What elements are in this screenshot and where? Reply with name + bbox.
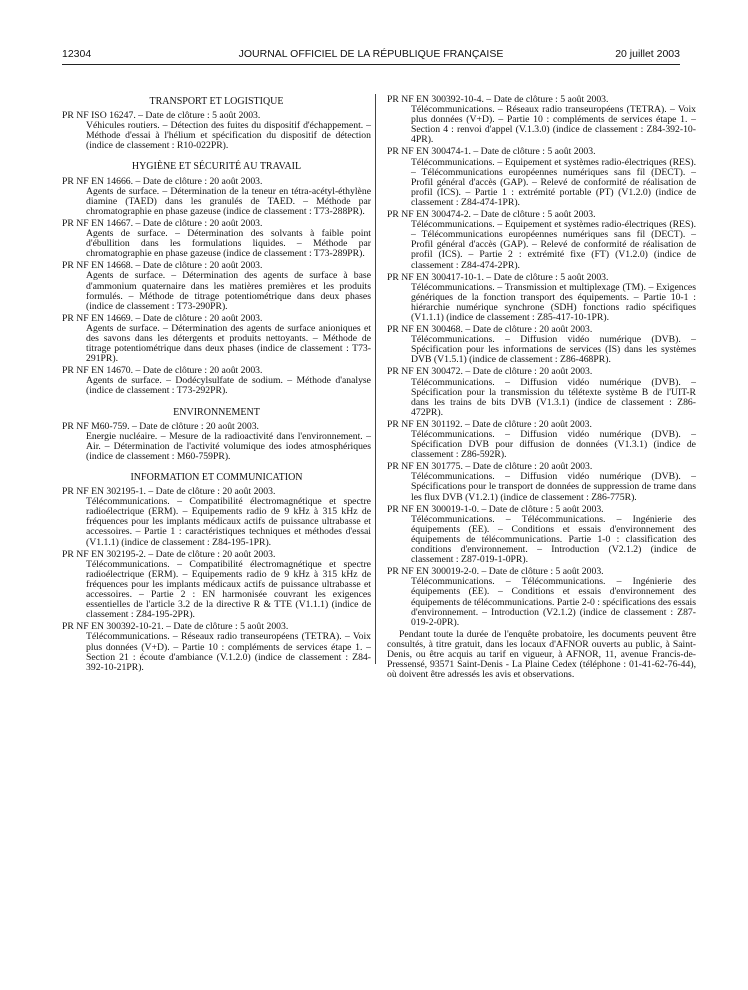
entry-reference: PR NF EN 301775. – Date de clôture : 20 août 2003. [387,461,593,473]
entry-description: Télécommunications. – Télécommunications. – Ingénierie des équipements (EE). – Conditions et essais d'environnement des équipements de télécommunications. Partie 1-0 : classification des conditions d'environnement. – Introduction (V2.1.2) (indice de classement : Z87-019-1-0PR). [411,513,696,566]
standard-entry [387,210,696,271]
entry-reference: PR NF EN 300019-2-0. – Date de clôture : 5 août 2003. [387,566,604,578]
entry-description: Télécommunications. – Equipement et systèmes radio-électriques (RES). – Télécommunications européennes numériques sans fil (DECT). – Profil général d'accès (GAP). – Relevé de conformité de réalisation de profil (ICS). – Partie 1 : extrémité portable (PT) (V1.2.0) (indice de classement : Z84-474-1PR). [411,156,696,208]
entry-reference: PR NF EN 301192. – Date de clôture : 20 août 2003. [387,418,592,430]
standard-entry [62,219,371,259]
page-number: 12304 [62,48,92,60]
standard-entry [62,314,371,364]
entry-description: Télécommunications. – Diffusion vidéo numérique (DVB). – Spécification pour la transmission du télétexte système B de l'UIT-R dans les trains de bits DVB (V1.3.1) (indice de classement : Z86-472PR). [411,376,696,418]
entry-description: Télécommunications. – Transmission et multiplexage (TM). – Exigences génériques de la fonction transport des équipements. – Partie 10-1 : hiérarchie numérique synchrone (SDH) fonctions radio spécifiques (V1.1.1) (indice de classement : Z85-417-10-1PR). [411,281,696,323]
entry-reference: PR NF EN 14669. – Date de clôture : 20 août 2003. [62,312,263,324]
entry-description: Agents de surface. – Détermination des agents de surface à base d'ammonium quaternaire dans les matières premières et les produits formulés. – Méthode de titrage potentiométrique dans deux phases (indice de classement : T73-290PR). [86,270,371,312]
entry-description: Télécommunications. – Réseaux radio transeuropéens (TETRA). – Voix plus données (V+D). – Partie 10 : compléments de services étape 1. – Section 4 : renvoi d'appel (V.1.3.0) (indice de classement : Z84-392-10-4PR). [411,104,696,146]
standard-entry [62,622,371,672]
standard-entry [387,273,696,323]
standard-entry [387,462,696,502]
entry-description: Télécommunications. – Diffusion vidéo numérique (DVB). – Spécification DVB pour diffusion de données (V1.3.1) (indice de classement : Z86-592R). [411,429,696,461]
page-header [62,48,680,64]
header-rule [62,64,680,65]
entry-reference: PR NF EN 300417-10-1. – Date de clôture : 5 août 2003. [387,271,609,283]
standard-entry [387,147,696,208]
entry-description: Télécommunications. – Diffusion vidéo numérique (DVB). – Spécifications pour le transport de données de suppression de trame dans les flux DVB (V1.2.1) (indice de classement : Z86-775R). [411,471,696,503]
entry-reference: PR NF EN 14666. – Date de clôture : 20 août 2003. [62,175,263,187]
entry-description: Energie nucléaire. – Mesure de la radioactivité dans l'environnement. – Air. – Détermination de l'activité volumique des iodes atmosphériques (indice de classement : M60-759PR). [86,430,371,462]
entry-reference: PR NF EN 300392-10-4. – Date de clôture : 5 août 2003. [387,94,609,105]
entry-reference: PR NF EN 14670. – Date de clôture : 20 août 2003. [62,365,263,377]
standard-entry [387,367,696,417]
entry-reference: PR NF EN 14667. – Date de clôture : 20 août 2003. [62,217,263,229]
entry-description: Télécommunications. – Diffusion vidéo numérique (DVB). – Spécification pour les informations de services (IS) dans les systèmes DVB (V1.5.1) (indice de classement : Z86-468PR). [411,334,696,366]
entry-reference: PR NF EN 300019-1-0. – Date de clôture : 5 août 2003. [387,503,604,515]
entry-reference: PR NF EN 300474-1. – Date de clôture : 5 août 2003. [387,146,596,158]
closing-notice: Pendant toute la durée de l'enquête probatoire, les documents peuvent être consultés, à titre gratuit, dans les locaux d'AFNOR ouverts au public, à Saint-Denis, ou être acquis au tarif en vigueur, à AFNOR, 11, avenue Francis-de-Pressensé, 93571 Saint-Denis - La Plaine Cedex (téléphone : 01-41-62-76-44), où doivent être adressés les avis et observations. [387,628,696,681]
entry-reference: PR NF EN 302195-1. – Date de clôture : 20 août 2003. [62,486,276,498]
standard-entry [62,487,371,548]
entry-description: Véhicules routiers. – Détection des fuites du dispositif d'échappement. – Méthode d'essai à l'hélium et spécification du dispositif de détection (indice de classement : R10-022PR). [86,120,371,152]
standard-entry [387,325,696,365]
standard-entry [62,366,371,396]
standard-entry [62,261,371,311]
section-title-environnement: ENVIRONNEMENT [173,406,260,418]
column-divider [375,94,376,664]
entry-description: Agents de surface. – Détermination des agents de surface anioniques et des savons dans les détergents et produits nettoyants. – Méthode de titrage potentiométrique dans deux phases (indice de classement : T73-291PR). [86,322,371,365]
standard-entry [387,505,696,566]
standard-entry [62,177,371,217]
entry-description: Télécommunications. – Réseaux radio transeuropéens (TETRA). – Voix plus données (V+D). – Partie 10 : compléments de services étape 1. – Section 21 : écoute d'ambiance (V.1.2.0) (indice de classement : Z84-392-10-21PR). [86,631,371,673]
entry-description: Télécommunications. – Télécommunications. – Ingénierie des équipements (EE). – Conditions et essais d'environnement des équipements de télécommunications. Partie 2-0 : spécifications des essais d'environnement. – Introduction (V2.1.2) (indice de classement : Z87-019-2-0PR). [411,576,696,628]
section-title-transport: TRANSPORT ET LOGISTIQUE [149,96,284,107]
standard-entry [387,95,696,145]
entry-reference: PR NF EN 300474-2. – Date de clôture : 5 août 2003. [387,209,596,221]
entry-description: Agents de surface. – Détermination de la teneur en tétra-acétyl-éthylène diamine (TAED) dans les granulés de TAED. – Méthode par chromatographie en phase gazeuse (indice de classement : T73-288PR). [86,185,371,217]
entry-reference: PR NF M60-759. – Date de clôture : 20 août 2003. [62,420,259,432]
journal-title: JOURNAL OFFICIEL DE LA RÉPUBLIQUE FRANÇAISE [238,48,504,60]
right-column [387,94,696,680]
entry-description: Télécommunications. – Equipement et systèmes radio-électriques (RES). – Télécommunications européennes numériques sans fil (DECT). – Profil général d'accès (GAP). – Relevé de conformité de réalisation de profil (ICS). – Partie 2 : extrémité fixe (FT) (V1.2.0) (indice de classement : Z84-474-2PR). [411,219,696,271]
left-column [62,94,371,675]
section-title-hygiene: HYGIÈNE ET SÉCURITÉ AU TRAVAIL [131,161,302,173]
issue-date: 20 juillet 2003 [615,48,680,60]
standard-entry [387,420,696,460]
entry-reference: PR NF ISO 16247. – Date de clôture : 5 août 2003. [62,110,261,122]
standard-entry [62,550,371,621]
entry-description: Agents de surface. – Dodécylsulfate de sodium. – Méthode d'analyse (indice de classement : T73-292PR). [86,375,371,397]
entry-reference: PR NF EN 300472. – Date de clôture : 20 août 2003. [387,366,593,378]
entry-description: Télécommunications. – Compatibilité électromagnétique et spectre radioélectrique (ERM). – Equipements radio de 9 kHz à 315 kHz de fréquences pour les implants médicaux actifs de puissance ultrabasse et accessoires. – Partie 1 : caractéristiques techniques et méthodes d'essai (V1.1.1) (indice de classement : Z84-195-1PR). [86,496,371,548]
entry-description: Télécommunications. – Compatibilité électromagnétique et spectre radioélectrique (ERM). – Equipements radio de 9 kHz à 315 kHz de fréquences pour les implants médicaux actifs de puissance ultrabasse et accessoires. – Partie 2 : EN harmonisée couvrant les exigences essentielles de l'article 3.2 de la directive R & TTE (V1.1.1) (indice de classement : Z84-195-2PR). [86,558,371,621]
entry-description: Agents de surface. – Détermination des solvants à faible point d'ébullition dans les formulations liquides. – Méthode par chromatographie en phase gazeuse (indice de classement : T73-289PR). [86,228,371,260]
entry-reference: PR NF EN 300468. – Date de clôture : 20 août 2003. [387,324,593,336]
entry-reference: PR NF EN 14668. – Date de clôture : 20 août 2003. [62,260,263,272]
entry-reference: PR NF EN 300392-10-21. – Date de clôture : 5 août 2003. [62,621,289,633]
standard-entry [62,422,371,462]
standard-entry [387,567,696,628]
section-title-information: INFORMATION ET COMMUNICATION [130,472,303,483]
standard-entry [62,111,371,151]
entry-reference: PR NF EN 302195-2. – Date de clôture : 20 août 2003. [62,548,276,560]
